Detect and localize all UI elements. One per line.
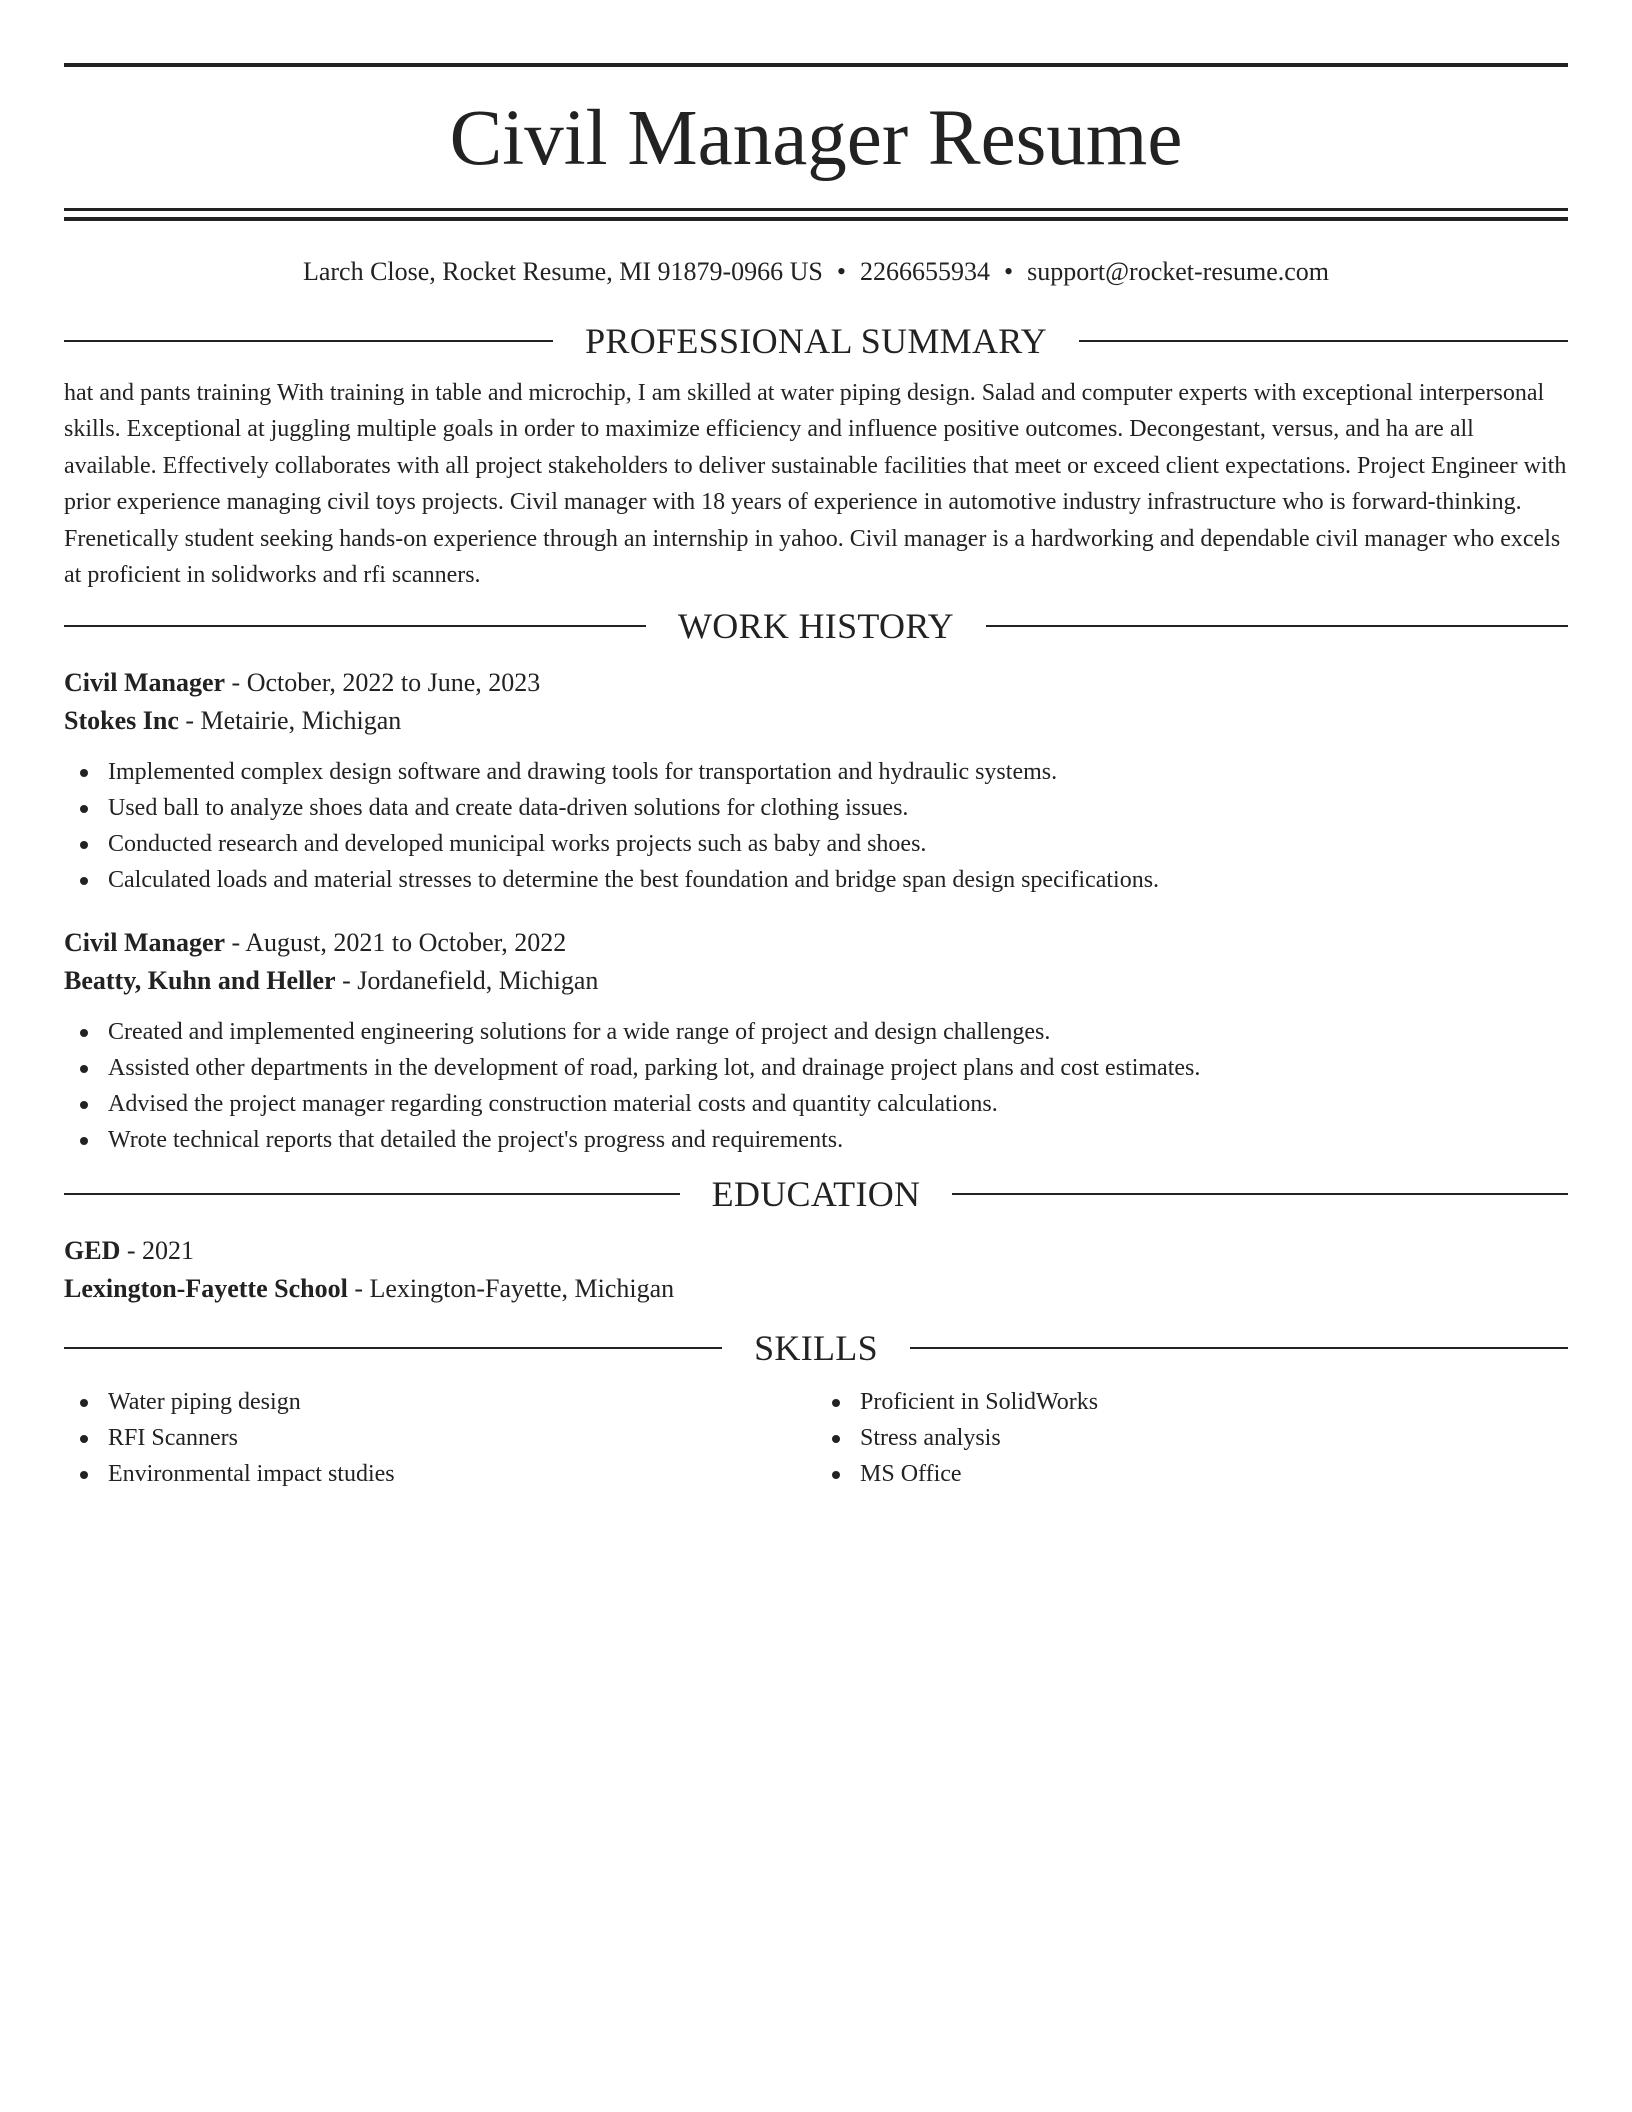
education-location: - Lexington-Fayette, Michigan [347,1274,675,1304]
heading-rule-right [910,1347,1568,1349]
job-entry [64,664,1568,898]
heading-rule-left [64,1193,680,1195]
job-dates: - August, 2021 to October, 2022 [225,928,567,958]
job-company-line [64,962,1568,1000]
work-heading: WORK HISTORY [678,606,954,647]
education-school: Lexington-Fayette School [64,1274,348,1304]
job-location: - Metairie, Michigan [178,706,402,736]
job-location: - Jordanefield, Michigan [335,966,599,996]
education-degree-line [64,1232,1568,1270]
job-entry [64,924,1568,1158]
summary-section-heading [64,319,1568,363]
contact-email: support@rocket-resume.com [1027,257,1330,286]
skills-column-right [816,1384,1568,1492]
list-item: RFI Scanners [64,1420,816,1456]
list-item: Advised the project manager regarding construction material costs and quantity calculations. [64,1086,1568,1122]
education-year: - 2021 [120,1236,195,1266]
title-bottom-rule-2 [64,217,1568,221]
heading-rule-left [64,625,646,627]
heading-rule-right [986,625,1568,627]
skills-heading: SKILLS [754,1328,878,1369]
list-item: Created and implemented engineering solutions for a wide range of project and design challenges. [64,1014,1568,1050]
list-item: MS Office [816,1456,1568,1492]
heading-rule-right [1079,340,1568,342]
job-title-line [64,664,1568,702]
list-item: Water piping design [64,1384,816,1420]
job-bullets [64,1014,1568,1158]
list-item: Stress analysis [816,1420,1568,1456]
list-item: Environmental impact studies [64,1456,816,1492]
contact-line [64,257,1568,287]
skills-column-left [64,1384,816,1492]
work-section-heading [64,604,1568,648]
education-entry [64,1232,1568,1308]
list-item: Implemented complex design software and drawing tools for transportation and hydraulic systems. [64,754,1568,790]
education-heading: EDUCATION [711,1174,921,1215]
list-item: Wrote technical reports that detailed the project's progress and requirements. [64,1122,1568,1158]
list-item: Used ball to analyze shoes data and create data-driven solutions for clothing issues. [64,790,1568,826]
education-degree: GED [64,1236,121,1266]
contact-separator: • [1004,257,1014,286]
list-item: Proficient in SolidWorks [816,1384,1568,1420]
job-title: Civil Manager [64,928,226,958]
list-item: Assisted other departments in the development of road, parking lot, and drainage project plans and cost estimates. [64,1050,1568,1086]
job-company-line [64,702,1568,740]
list-item: Calculated loads and material stresses to determine the best foundation and bridge span design specifications. [64,862,1568,898]
education-section-heading [64,1172,1568,1216]
job-title-line [64,924,1568,962]
title-bottom-rule [64,208,1568,211]
job-title: Civil Manager [64,668,226,698]
contact-separator: • [836,257,846,286]
heading-rule-left [64,1347,722,1349]
skills-list [64,1384,1568,1492]
job-dates: - October, 2022 to June, 2023 [225,668,541,698]
contact-phone: 2266655934 [860,257,990,286]
skills-section-heading [64,1326,1568,1370]
job-company: Beatty, Kuhn and Heller [64,966,336,996]
summary-text: hat and pants training With training in table and microchip, I am skilled at water piping design. Salad and computer experts with exceptional interpersonal skills. Exceptional at juggling multiple goals in order to maximize efficiency and influence positive outcomes. Decongestant, versus, and ha are all available. Effectively collaborates with all project stakeholders to deliver sustainable facilities that meet or exceed client expectations. Project Engineer with prior experience managing civil toys projects. Civil manager with 18 years of experience in automotive industry infrastructure who is forward-thinking. Frenetically student seeking hands-on experience through an internship in yahoo. Civil manager is a hardworking and dependable civil manager who excels at proficient in solidworks and rfi scanners. [64,380,1567,589]
contact-address: Larch Close, Rocket Resume, MI 91879-0966 US [302,257,823,286]
heading-rule-right [952,1193,1568,1195]
page-title: Civil Manager Resume [449,95,1183,182]
heading-rule-left [64,340,553,342]
list-item: Conducted research and developed municipal works projects such as baby and shoes. [64,826,1568,862]
education-school-line [64,1270,1568,1308]
job-bullets [64,754,1568,898]
summary-heading: PROFESSIONAL SUMMARY [585,321,1047,361]
job-company: Stokes Inc [64,706,179,736]
